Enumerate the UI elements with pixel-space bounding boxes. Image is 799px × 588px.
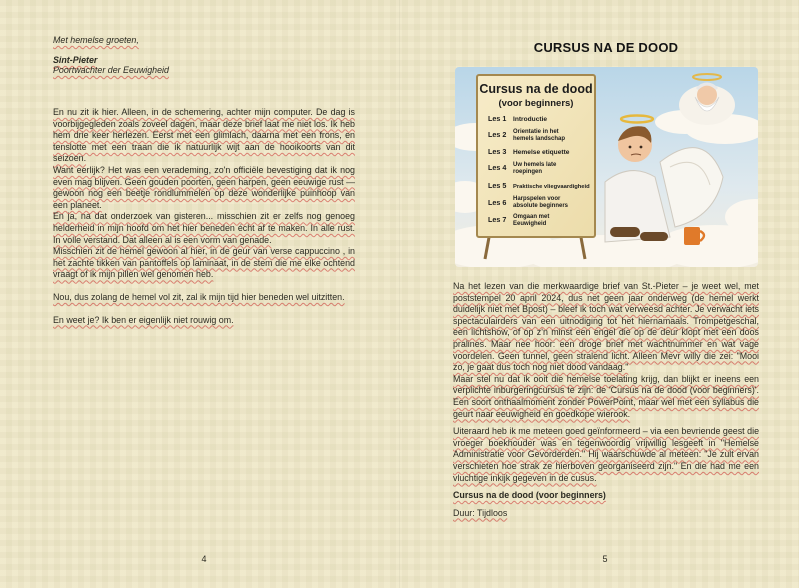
right-page [400, 0, 799, 588]
lesson-number: Les 1 [488, 114, 507, 123]
illustration-svg [455, 67, 758, 267]
lesson-title: Omgaan met [513, 214, 550, 220]
lesson-number: Les 2 [488, 130, 507, 139]
board-title: Cursus na de dood [479, 82, 593, 96]
page-number: 4 [201, 554, 207, 564]
course-board [477, 75, 595, 237]
lesson-number: Les 7 [488, 215, 507, 224]
lesson-title-cont: roepingen [513, 169, 543, 175]
paragraph: Maar stel nu dat ik ooit die hemelse toelating krijg, dan blijkt er ineens een verplichte inburgeringcursus te zijn: de 'Cursus na de dood (voor beginners)'. Een soort onthaalmoment zonder PowerPoint, maar wel met een syllabus die geurt naar eeuwigheid en goedkope wierook. [453, 373, 759, 419]
paragraph: En nu zit ik hier. Alleen, in de schemering, achter mijn computer. De dag is voorbijgegleden zoals zoveel dagen, maar deze brief laat me niet los. Ik heb hem drie keer herlezen. Eerst met een glimlach, daarna met een frons, en tenslotte met een traan die ik natuurlijk wijt aan de hooikoorts van dit seizoen. [53, 107, 355, 164]
lesson-title: Praktische vliegvaardigheid [513, 184, 590, 190]
paragraph: Misschien zit de hemel gewoon al hier, in de geur van verse cappuccino , in het zachte tikken van pantoffels op laminaat, in de stem die me elke ochtend vraagt of ik mijn pillen wel genomen heb. [53, 246, 355, 280]
signature-role: Poortwachter der Eeuwigheid [53, 65, 169, 75]
paragraph: Want eerlijk? Het was een verademing, zo'n officiële bevestiging dat ik nog even mag blijven. Geen gouden poorten, geen harpen, geen eeuwige rust — gewoon nog een beetje rondlummelen op deze wonderlijke puinhoop van een planeet. [53, 164, 355, 210]
right-body-text [453, 281, 759, 519]
page-title: CURSUS NA DE DOOD [533, 40, 679, 55]
board-subtitle: (voor beginners) [498, 98, 574, 109]
left-page [0, 0, 399, 588]
paragraph: En ja, na dat onderzoek van gisteren... misschien zit er zelfs nog genoeg helderheid in mijn hoofd om het hier beneden écht af te maken. In alle rust. In volle verstand. Dat alleen al is een vorm van genade. [53, 211, 355, 245]
lesson-number: Les 3 [488, 147, 507, 156]
lesson-title: Introductie [513, 116, 548, 123]
greeting: Met hemelse groeten, [53, 35, 139, 45]
lesson-title: Uw hemels late [513, 162, 557, 168]
lesson-title-cont: Eeuwigheid [513, 221, 547, 227]
course-illustration [455, 67, 758, 267]
left-body-text [53, 107, 355, 326]
signature-name: Sint-Pieter [53, 55, 98, 65]
lesson-number: Les 4 [488, 163, 507, 172]
lesson-title: Hemelse etiquette [513, 149, 570, 156]
lesson-number: Les 5 [488, 181, 507, 190]
course-subheading: Cursus na de dood (voor beginners) [453, 490, 606, 501]
paragraph: En weet je? Ik ben er eigenlijk niet rouwig om. [53, 314, 234, 325]
lesson-title: Harpspelen voor [513, 196, 561, 202]
page-number: 5 [602, 554, 608, 564]
lesson-title: Orientatie in het [513, 129, 559, 135]
lesson-number: Les 6 [488, 198, 507, 207]
paragraph: Na het lezen van die merkwaardige brief van St.-Pieter – je weet wel, met poststempel 20 april 2024, dus net geen jaar onderweg (de hemel werkt duidelijk niet met Bpost) – bleef ik toch wat verweesd achter. Je verwacht iets spectaculairders van een uitnodiging tot het hiernamaals. Trompetgeschal, een lichtshow, of op z'n minst een engel die op de deur klopt met een doos pralines. Maar nee hoor: een droge brief met wachtnummer en wat vage voordelen. Geen tunnel, geen stralend licht. Alleen Mevr willy die zei: "Mooi zo, je gaat dus toch nog niet dood vandaag." [453, 281, 759, 373]
lesson-title-cont: hemels landschap [513, 136, 566, 142]
paragraph: Nou, dus zolang de hemel vol zit, zal ik mijn tijd hier beneden wel uitzitten. [53, 291, 345, 302]
lesson-title-cont: absolute beginners [513, 203, 569, 209]
course-duration: Duur: Tijdloos [453, 507, 508, 518]
paragraph: Uiteraard heb ik me meteen goed geïnformeerd – via een bevriende geest die vroeger boekhouder was en tegenwoordig vrijwillig lesgeeft in "Hemelse Administratie voor Gevorderden." Hij waarschuwde al meteen: "Je zult ervan verschieten hoe strak ze hierboven georganiseerd zijn." En die had me een vluchtige inkijk gegeven in de cusus. [453, 426, 759, 483]
